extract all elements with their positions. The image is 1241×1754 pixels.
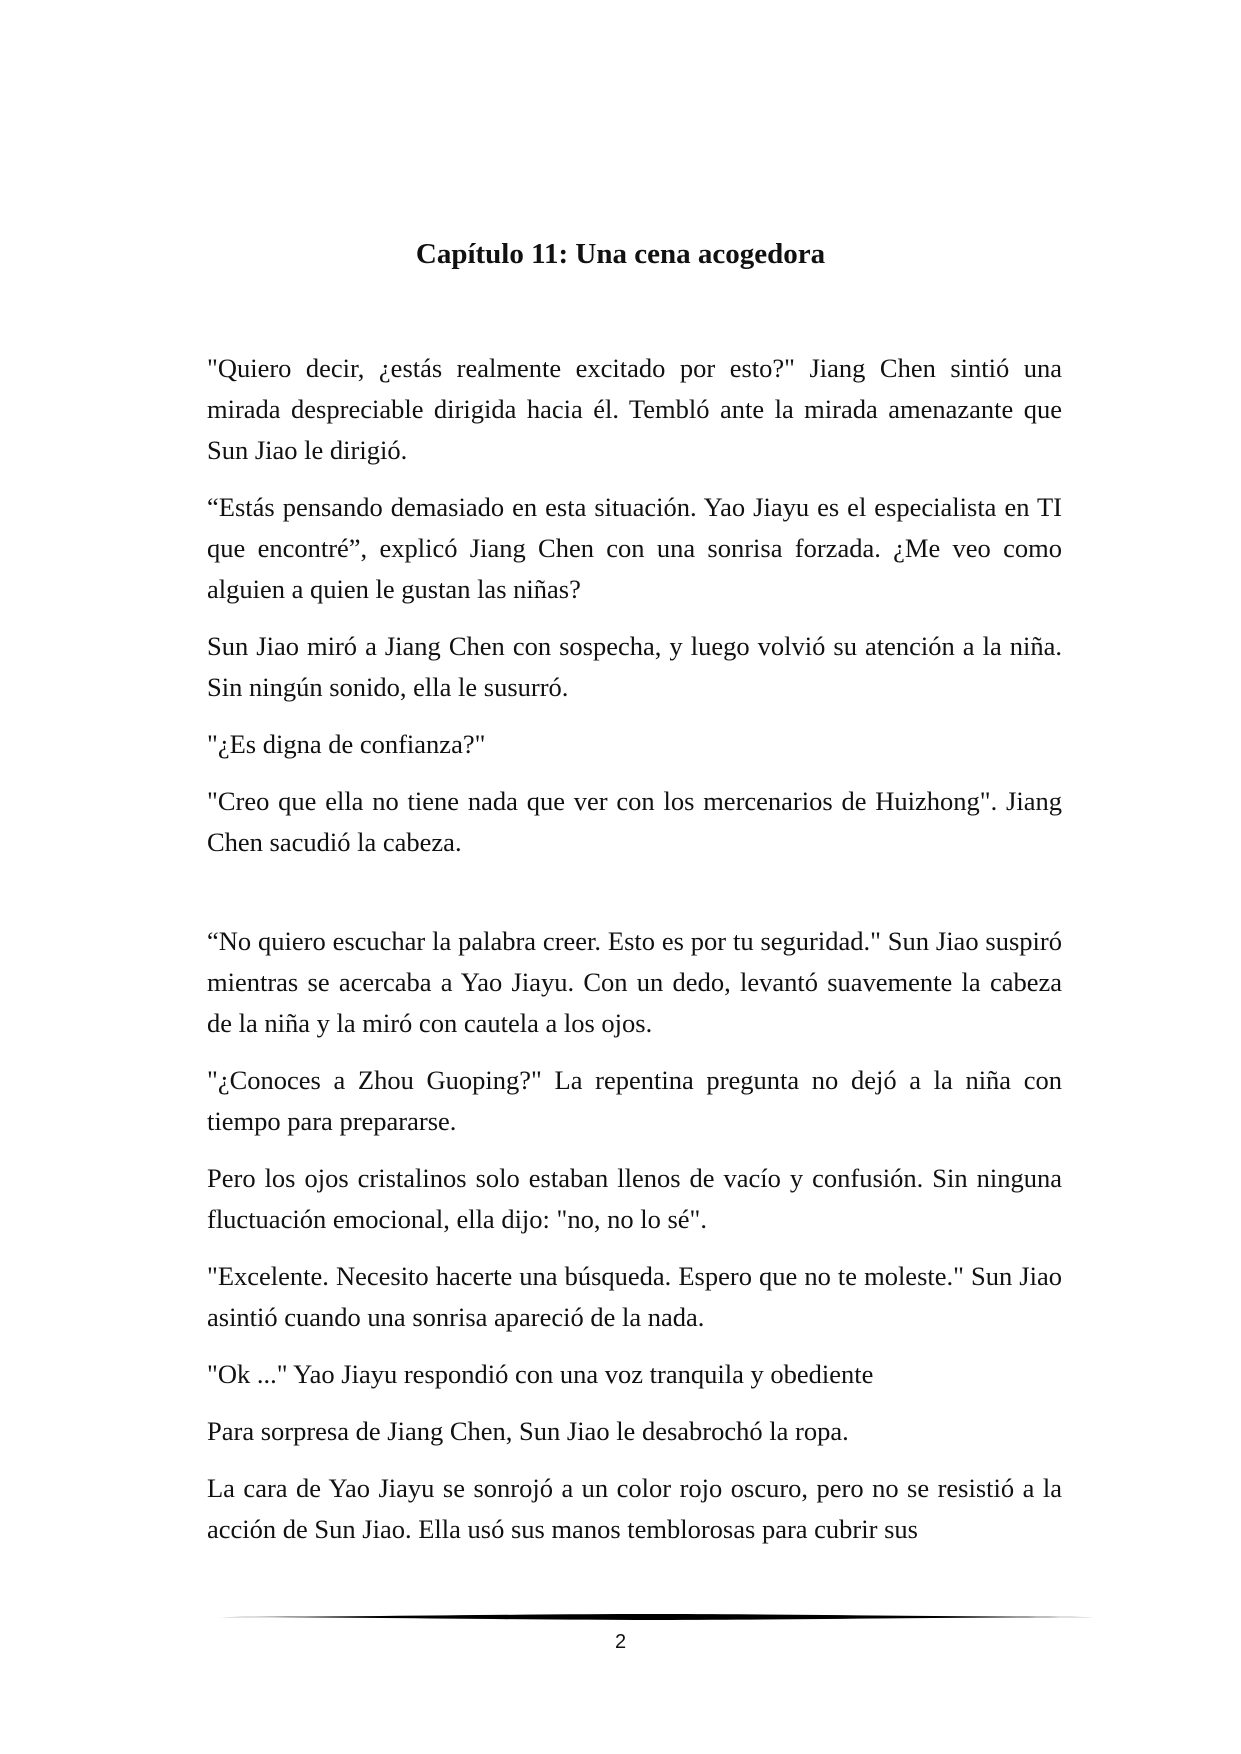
paragraph: "Ok ..." Yao Jiayu respondió con una voz tranquila y obediente (207, 1359, 874, 1389)
paragraph: "Quiero decir, ¿estás realmente excitado por esto?" Jiang Chen sintió una mirada despreciable dirigida hacia él. Tembló ante la mirada amenazante que Sun Jiao le dirigió. (207, 353, 1062, 465)
paragraph: "¿Es digna de confianza?" (207, 729, 486, 759)
footer-divider (207, 1612, 1107, 1622)
paragraph: “Estás pensando demasiado en esta situación. Yao Jiayu es el especialista en TI que encontré”, explicó Jiang Chen con una sonrisa forzada. ¿Me veo como alguien a quien le gustan las niñas? (207, 492, 1062, 604)
paragraph: Sun Jiao miró a Jiang Chen con sospecha, y luego volvió su atención a la niña. Sin ningún sonido, ella le susurró. (207, 631, 1062, 702)
page-number: 2 (614, 1631, 627, 1653)
paragraph: "Creo que ella no tiene nada que ver con los mercenarios de Huizhong". Jiang Chen sacudió la cabeza. (207, 786, 1062, 857)
paragraph: La cara de Yao Jiayu se sonrojó a un color rojo oscuro, pero no se resistió a la acción de Sun Jiao. Ella usó sus manos temblorosas para cubrir sus (207, 1473, 1062, 1544)
paragraph: "Excelente. Necesito hacerte una búsqueda. Espero que no te moleste." Sun Jiao asintió cuando una sonrisa apareció de la nada. (207, 1261, 1062, 1332)
paragraph: "¿Conoces a Zhou Guoping?" La repentina pregunta no dejó a la niña con tiempo para prepararse. (207, 1065, 1062, 1136)
chapter-title: Capítulo 11: Una cena acogedora (415, 238, 826, 270)
chapter-body (207, 348, 1062, 1550)
paragraph: Pero los ojos cristalinos solo estaban llenos de vacío y confusión. Sin ninguna fluctuación emocional, ella dijo: "no, no lo sé". (207, 1163, 1062, 1234)
paragraph: Para sorpresa de Jiang Chen, Sun Jiao le desabrochó la ropa. (207, 1416, 849, 1446)
paragraph: “No quiero escuchar la palabra creer. Esto es por tu seguridad." Sun Jiao suspiró mientras se acercaba a Yao Jiayu. Con un dedo, levantó suavemente la cabeza de la niña y la miró con cautela a los ojos. (207, 926, 1062, 1038)
